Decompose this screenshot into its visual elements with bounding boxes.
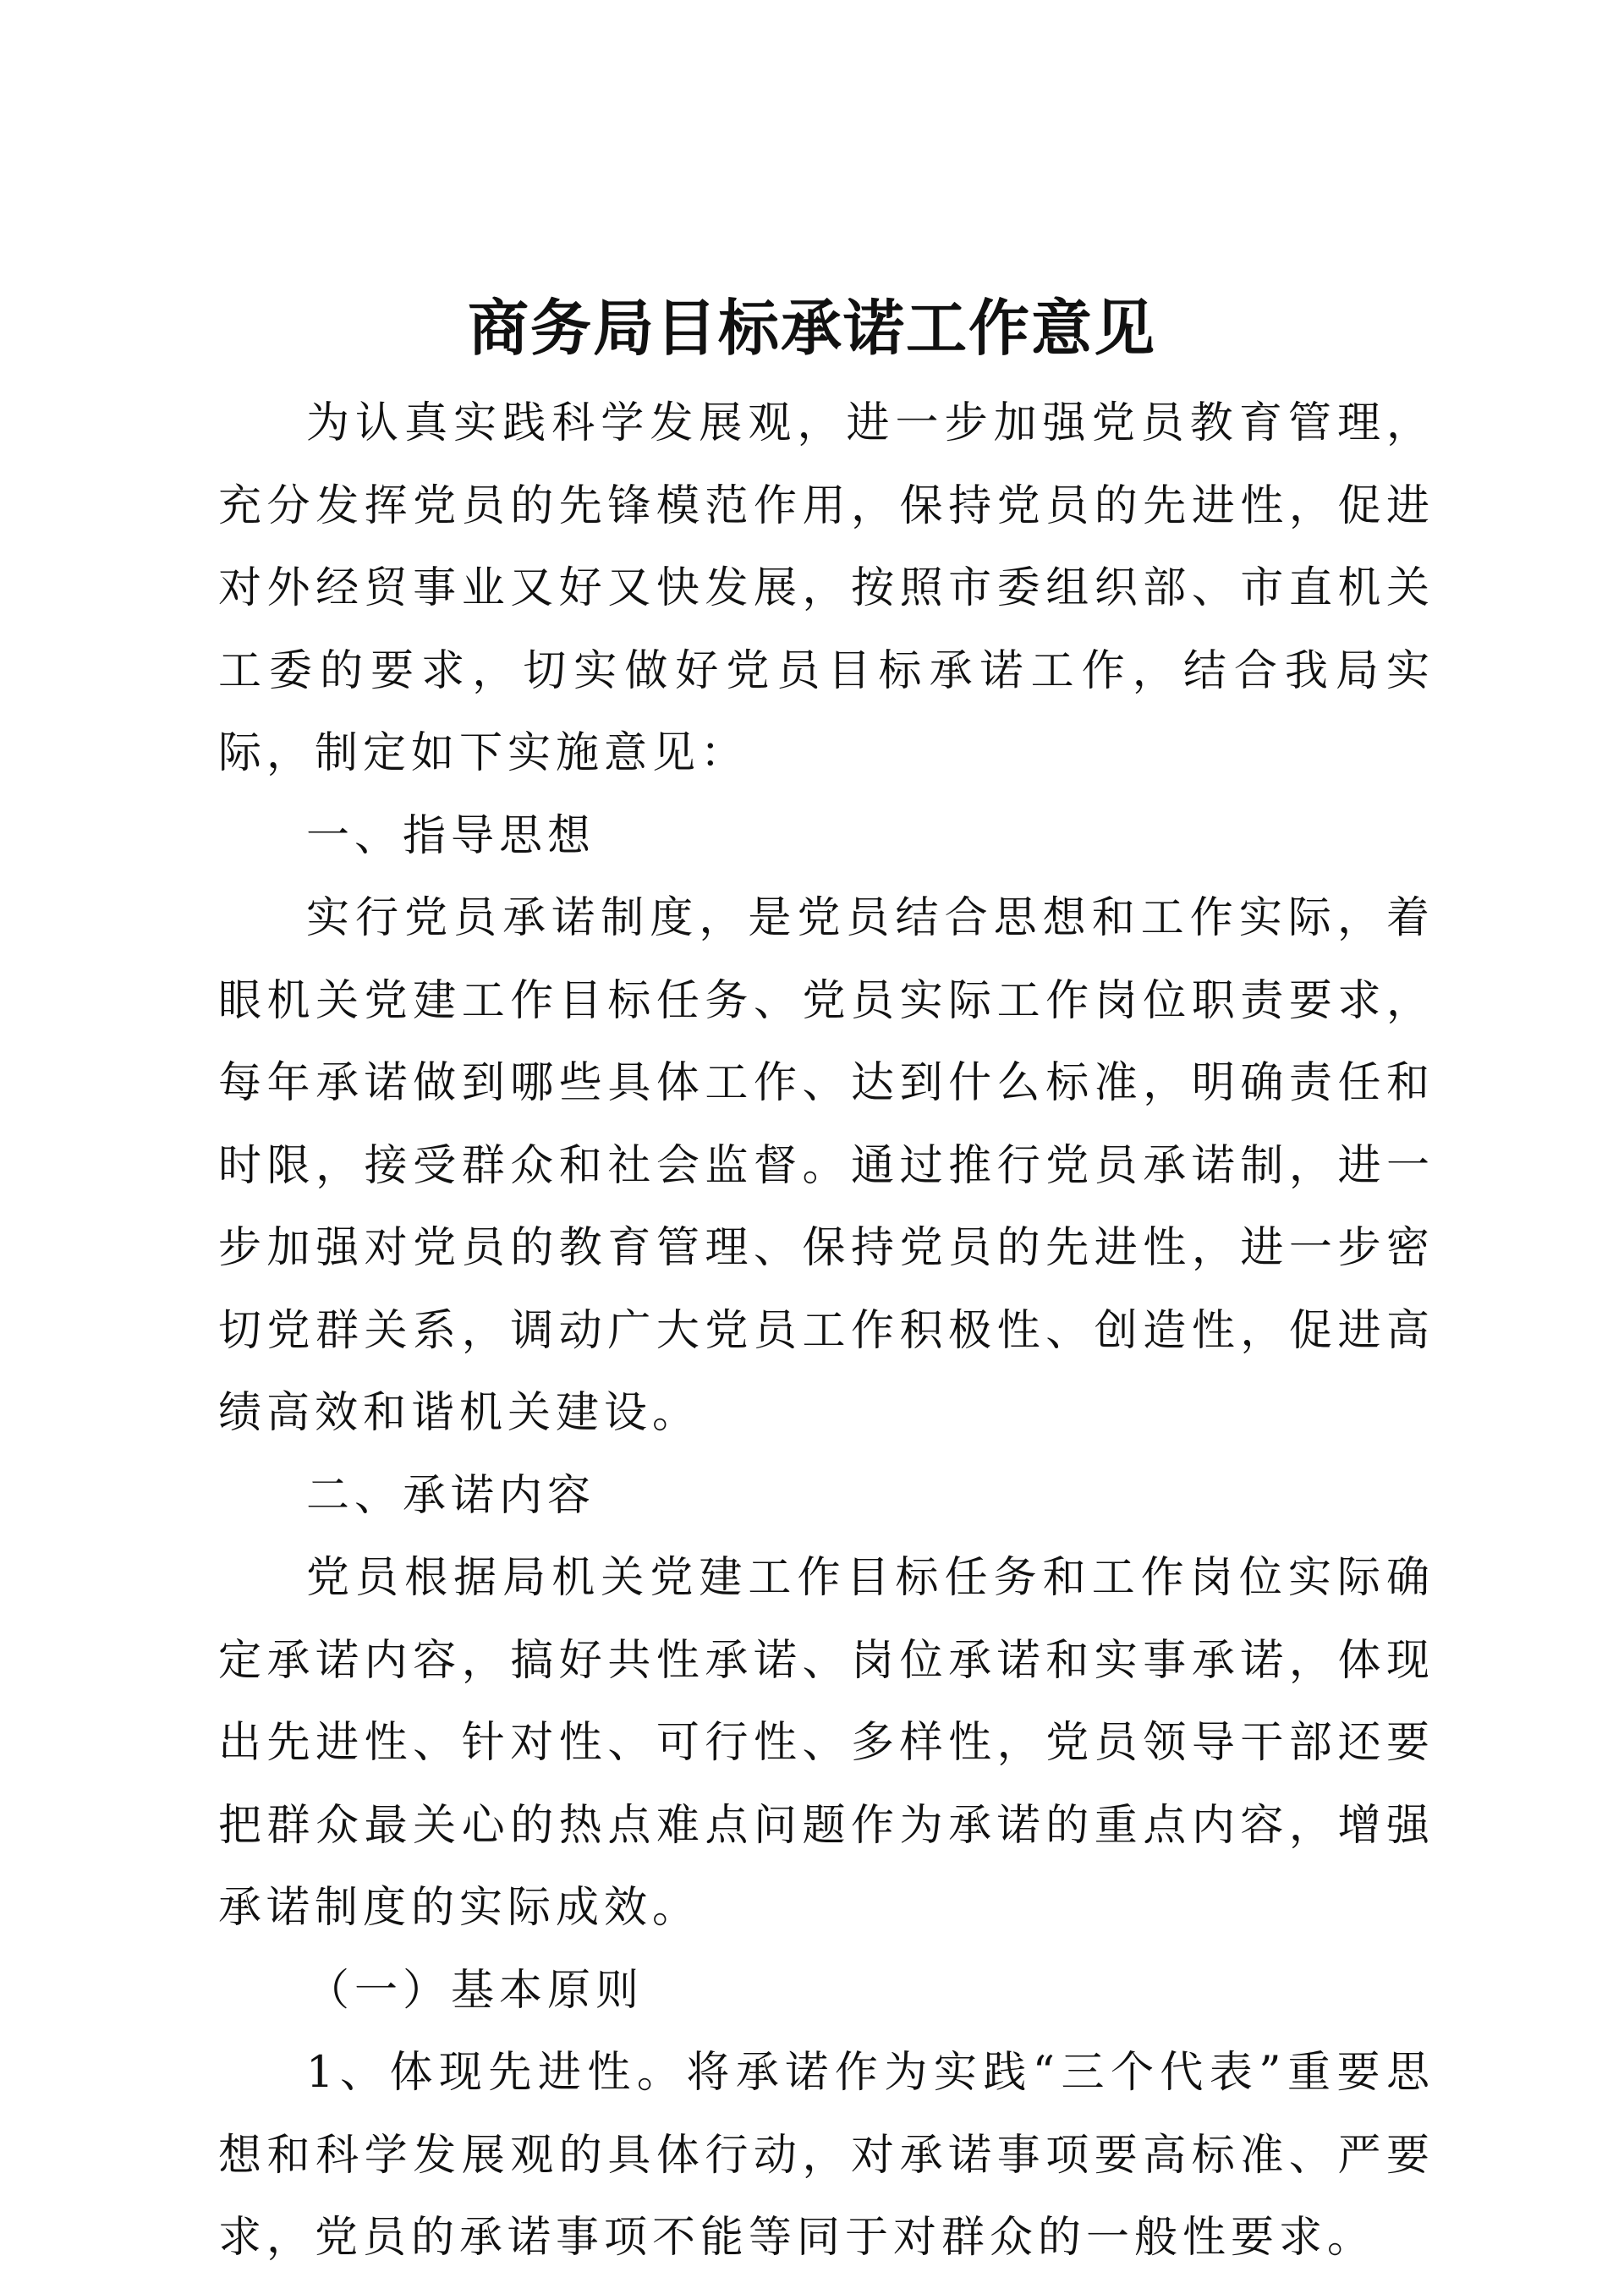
document-body: [218, 382, 1435, 2280]
intro-paragraph: 为认真实践科学发展观，进一步加强党员教育管理，充分发挥党员的先锋模范作用，保持党员的先进性，促进对外经贸事业又好又快发展，按照市委组织部、市直机关工委的要求，切实做好党员目标承诺工作，结合我局实际，制定如下实施意见：: [218, 398, 1435, 778]
commitment-content-paragraph: 党员根据局机关党建工作目标任务和工作岗位实际确定承诺内容，搞好共性承诺、岗位承诺和实事承诺，体现出先进性、针对性、可行性、多样性，党员领导干部还要把群众最关心的热点难点问题作为承诺的重点内容，增强承诺制度的实际成效。: [218, 1553, 1435, 1933]
section-heading-guiding-ideology: 一、指导思想: [306, 810, 596, 861]
principle-1-paragraph: 1、体现先进性。将承诺作为实践“三个代表”重要思想和科学发展观的具体行动，对承诺事项要高标准、严要求，党员的承诺事项不能等同于对群众的一般性要求。: [218, 2048, 1435, 2263]
section-heading-commitment-content: 二、承诺内容: [306, 1470, 596, 1521]
subsection-heading-basic-principles: （一）基本原则: [306, 1965, 645, 2016]
guiding-ideology-paragraph: 实行党员承诺制度，是党员结合思想和工作实际，着眼机关党建工作目标任务、党员实际工作岗位职责要求，每年承诺做到哪些具体工作、达到什么标准，明确责任和时限，接受群众和社会监督。通过推行党员承诺制，进一步加强对党员的教育管理、保持党员的先进性，进一步密切党群关系，调动广大党员工作积极性、创造性，促进高绩高效和谐机关建设。: [218, 893, 1435, 1438]
document-title: 商务局目标承诺工作意见: [467, 292, 1156, 364]
